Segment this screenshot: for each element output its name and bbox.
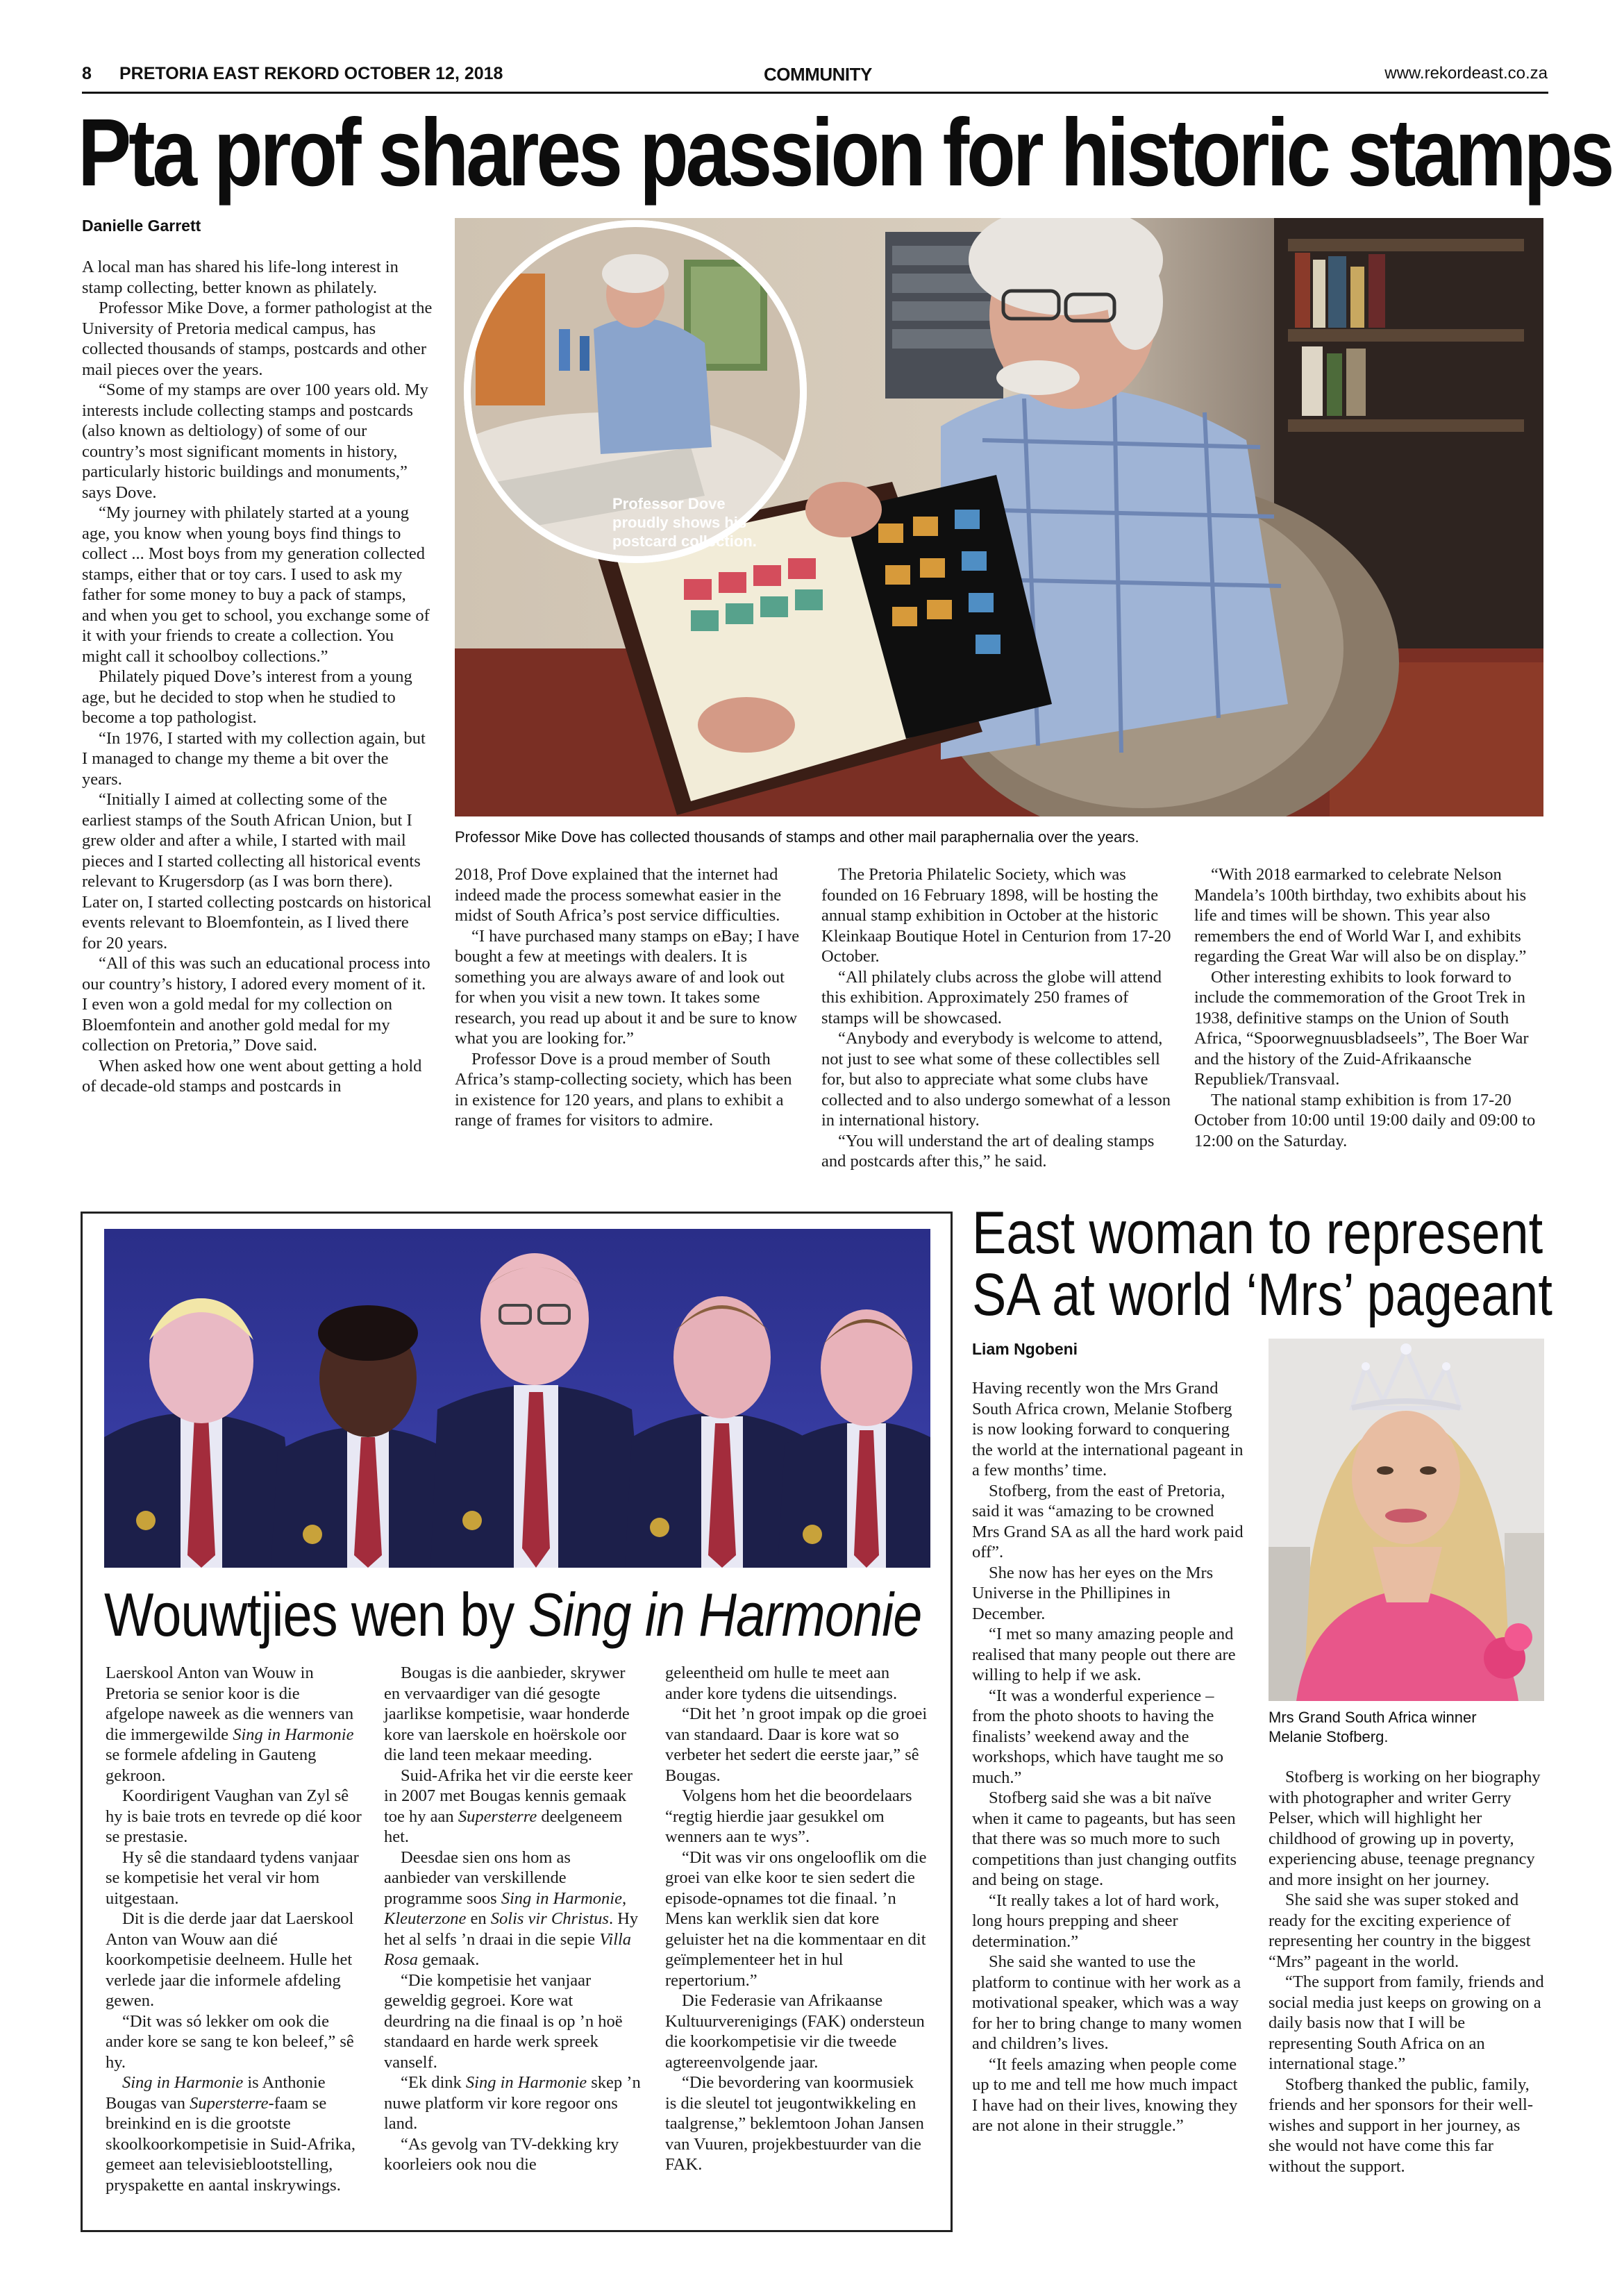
story3-byline: Liam Ngobeni — [972, 1340, 1078, 1358]
page-number: 8 — [82, 64, 92, 83]
mrs-grand-sa-illustration — [1269, 1339, 1544, 1701]
paragraph: “Dit het ’n groot impak op die groei van standaard. Daar is kore wat so verbeter het sedert die eerste jaar,” sê Bougas. — [665, 1704, 928, 1785]
paragraph: Stofberg, from the east of Pretoria, said it was “amazing to be crowned Mrs Grand SA as all the hard work paid off”. — [972, 1481, 1244, 1561]
paragraph: The Pretoria Philatelic Society, which was founded on 16 February 1898, will be hosting the annual stamp exhibition in October at the historic Kleinkaap Boutique Hotel in Centurion from 17-20 October. — [821, 865, 1171, 966]
mrs-grand-sa-photo — [1269, 1339, 1544, 1701]
paragraph: “As gevolg van TV-dekking kry koorleiers ook nou die — [384, 2134, 619, 2174]
paragraph: “The support from family, friends and social media just keeps on growing on a daily basis now that I will be representing South Africa on an international stage.” — [1269, 1972, 1544, 2073]
paragraph: “All of this was such an educational process into our country’s history, I adored every moment of it. I even won a gold medal for my collection on Bloemfontein and another gold medal for my collection on Pretoria,” Dove said. — [82, 954, 430, 1055]
paragraph: The national stamp exhibition is from 17-20 October from 10:00 until 19:00 daily and 09:00 to 12:00 on the Saturday. — [1194, 1090, 1536, 1150]
paragraph: “In 1976, I started with my collection again, but I managed to change my theme a bit over the years. — [82, 728, 426, 789]
story2-column-1 — [106, 1663, 362, 2195]
paragraph: 2018, Prof Dove explained that the internet had indeed made the process somewhat easier in the midst of South Africa’s post service difficulties. — [455, 865, 782, 925]
paragraph: A local man has shared his life-long interest in stamp collecting, better known as philately. — [82, 258, 399, 297]
paragraph: Bougas is die aanbieder, skrywer en vervaardiger van dié gesogte jaarlikse kompetisie, waar honderde kore van laerskole en hoërskole oor die land teen mekaar meeding. — [384, 1664, 630, 1764]
paragraph: Dit is die derde jaar dat Laerskool Anton van Wouw aan dié koorkompetisie deelneem. Hulle het verlede jaar die informele afdeling gewen. — [106, 1909, 354, 2010]
paragraph: “It feels amazing when people come up to me and tell me how much impact I have had on their lives, knowing they are not alone in their struggle.” — [972, 2054, 1238, 2135]
paragraph: “Dit was vir ons ongelooflik om die groei van elke koor te sien sedert die episode-opnames tot die finaal. ’n Mens kan werklik sien dat kore geluister het na die kommentaar en dit geïmplementeer het in hul repertorium.” — [665, 1847, 927, 1990]
paragraph: “Dit was só lekker om ook die ander kore se sang te kon beleef,” sê hy. — [106, 2011, 354, 2072]
paragraph: “It was a wonderful experience – from the photo shoots to having the finalists’ weekend away and the workshops, which have taught me so much.” — [972, 1686, 1223, 1787]
section-label: COMMUNITY — [764, 64, 872, 85]
story3-column-2 — [1269, 1767, 1545, 2177]
paragraph: “Die kompetisie het vanjaar geweldig gegroei. Kore wat deurdring na die finaal is op ’n hoë standaard en harde werk spreek vanself. — [384, 1970, 623, 2072]
story1-column-4 — [1194, 864, 1545, 1151]
paragraph: “I have purchased many stamps on eBay; I have bought a few at meetings with dealers. It is something you are always aware of and look out for when you visit a new town. It takes some research, you read up about it and be sure to know what you are looking for.” — [455, 926, 800, 1048]
paragraph: Philately piqued Dove’s interest from a young age, but he decided to stop when he studied to become a top pathologist. — [82, 667, 412, 727]
paragraph: Stofberg said she was a bit naïve when it came to pageants, but has seen that there was so much more to such competitions than just changing outfits and being on stage. — [972, 1788, 1237, 1889]
paragraph: Die Federasie van Afrikaanse Kultuurverenigings (FAK) ondersteun die koorkompetisie vir die tweede agtereenvolgende jaar. — [665, 1991, 925, 2072]
paragraph: “I met so many amazing people and realised that many people out there are willing to help if we ask. — [972, 1625, 1236, 1684]
paragraph: “Initially I aimed at collecting some of the earliest stamps of the South African Union, but I grew older and after a while, I started with mail pieces and I started collecting all historical events relevant to Krugersdorp (as I was born there). Later on, I started collecting postcards on historical events relevant to Bloemfontein, as I lived there for 20 years. — [82, 790, 432, 953]
story2-column-2 — [384, 1663, 641, 2175]
paragraph: When asked how one went about getting a hold of decade-old stamps and postcards in — [82, 1056, 422, 1096]
paragraph: Stofberg thanked the public, family, friends and her sponsors for their well-wishes and support in her journey, as she would not have come this far without the support. — [1269, 2075, 1534, 2176]
inset-photo-caption: Professor Dove proudly shows his postcard collection. — [612, 495, 757, 550]
story2-headline — [104, 1579, 921, 1650]
paragraph: She now has her eyes on the Mrs Universe in the Phillipines in December. — [972, 1563, 1214, 1623]
paragraph: Professor Mike Dove, a former pathologist at the University of Pretoria medical campus, has collected thousands of stamps, postcards and other mail pieces over the years. — [82, 299, 433, 379]
story2-headline-italic: Sing in Harmonie — [528, 1580, 922, 1649]
story3-headline — [972, 1200, 1552, 1328]
paragraph: Other interesting exhibits to look forward to include the commemoration of the Groot Trek in 1938, definitive stamps on the Union of South Africa, “Spoorwegnuusbladseels”, The Boer War and the history of the Zuid-Afrikaansche Republiek/Transvaal. — [1194, 967, 1529, 1089]
story1-column-1 — [82, 257, 433, 1097]
main-photo-caption: Professor Mike Dove has collected thousands of stamps and other mail paraphernalia over the years. — [455, 828, 1139, 846]
paragraph: “With 2018 earmarked to celebrate Nelson Mandela’s 100th birthday, two exhibits about his life and times will be shown. This year also remembers the end of World War I, and exhibits regarding the Great War will also be on display.” — [1194, 865, 1527, 966]
paragraph: “My journey with philately started at a young age, you know when young boys find things to collect ... Most boys from my generation collected stamps, either that or toy cars. I used to ask my father for some money to buy a pack of stamps, and when you get to school, you exchange some of it with your friends to create a collection. You might call it schoolboy collections.” — [82, 503, 430, 666]
paragraph: “It really takes a lot of hard work, long hours prepping and sheer determination.” — [972, 1891, 1219, 1951]
paragraph: Stofberg is working on her biography with photographer and writer Gerry Pelser, which will highlight her childhood of growing up in poverty, experiencing abuse, teenage pregnancy and more insight on her journey. — [1269, 1768, 1541, 1889]
paragraph: Laerskool Anton van Wouw in Pretoria se senior koor is die afgelope naweek as die wenners van die immergewilde Sing in Harmonie se formele afdeling in Gauteng gekroon. — [106, 1664, 354, 1785]
paragraph: Hy sê die standaard tydens vanjaar se kompetisie het veral vir hom uitgestaan. — [106, 1847, 359, 1908]
paragraph: Professor Dove is a proud member of South Africa’s stamp-collecting society, which has been in existence for 120 years, and plans to exhibit a range of frames for visitors to admire. — [455, 1049, 792, 1130]
story1-column-3 — [821, 864, 1172, 1172]
story3-column-1 — [972, 1378, 1244, 2136]
paragraph: Volgens hom het die beoordelaars “regtig hierdie jaar gesukkel om wenners aan te wys”. — [665, 1786, 912, 1846]
choir-photo — [104, 1229, 930, 1568]
header-rule — [82, 92, 1548, 94]
paragraph: “All philately clubs across the globe will attend this exhibition. Approximately 250 frames of stamps will be showcased. — [821, 967, 1162, 1028]
story3-headline-line1: East woman to represent — [972, 1200, 1543, 1266]
website[interactable]: www.rekordeast.co.za — [1384, 64, 1548, 83]
paragraph: “Die bevordering van koormusiek is die sleutel tot jeugontwikkeling en taalgrense,” beklemtoon Johan Jansen van Vuuren, projekbestuurder van die FAK. — [665, 2073, 924, 2174]
paragraph: Koordirigent Vaughan van Zyl sê hy is baie trots en tevrede op dié koor se prestasie. — [106, 1786, 362, 1846]
publication-line: PRETORIA EAST REKORD OCTOBER 12, 2018 — [119, 64, 503, 83]
paragraph: “Anybody and everybody is welcome to attend, not just to see what some of these collectibles sell for, but also to appreciate what some clubs have collected and to also undergo somewhat of a lesson in international history. — [821, 1029, 1171, 1130]
paragraph: “Some of my stamps are over 100 years old. My interests include collecting stamps and postcards (also known as deltiology) of some of our country’s most significant moments in history, particularly historic buildings and monuments,” says Dove. — [82, 380, 428, 502]
story1-byline: Danielle Garrett — [82, 217, 201, 235]
story2-column-3 — [665, 1663, 929, 2175]
paragraph: “Ek dink Sing in Harmonie skep ’n nuwe platform vir kore regoor ons land. — [384, 2073, 641, 2133]
story1-headline: Pta prof shares passion for historic stamps — [78, 99, 1612, 206]
paragraph: geleentheid om hulle te meet aan ander kore tydens die uitsendings. — [665, 1664, 898, 1703]
paragraph: Sing in Harmonie is Anthonie Bougas van Supersterre-faam se breinkind en is die grootste skoolkoorkompetisie in Suid-Afrika, gemeet aan televisieblootstelling, pryspakette en aantal inskrywings. — [106, 2073, 355, 2195]
mrs-grand-sa-caption: Mrs Grand South Africa winner Melanie Stofberg. — [1269, 1709, 1477, 1745]
paragraph: “You will understand the art of dealing stamps and postcards after this,” he said. — [821, 1131, 1155, 1171]
story2-headline-plain: Wouwtjies wen by — [104, 1580, 528, 1649]
paragraph: Having recently won the Mrs Grand South Africa crown, Melanie Stofberg is now looking forward to conquering the world at the international pageant in a few months’ time. — [972, 1379, 1244, 1480]
story3-headline-line2: SA at world ‘Mrs’ pageant — [972, 1262, 1552, 1328]
paragraph: She said she was super stoked and ready for the exciting experience of representing her country in the biggest “Mrs” pageant in the world. — [1269, 1891, 1531, 1971]
choir-illustration — [104, 1229, 930, 1568]
story1-column-2 — [455, 864, 805, 1131]
paragraph: Deesdae sien ons hom as aanbieder van verskillende programme soos Sing in Harmonie, Kleuterzone en Solis vir Christus. Hy het al selfs ’n draai in die sepie Villa Rosa gemaak. — [384, 1847, 639, 1969]
paragraph: Suid-Afrika het vir die eerste keer in 2007 met Bougas kennis gemaak toe hy aan Supersterre deelgeneem het. — [384, 1766, 633, 1846]
paragraph: She said she wanted to use the platform to continue with her work as a motivational speaker, which was a way for her to bring change to many women and children’s lives. — [972, 1952, 1242, 2053]
